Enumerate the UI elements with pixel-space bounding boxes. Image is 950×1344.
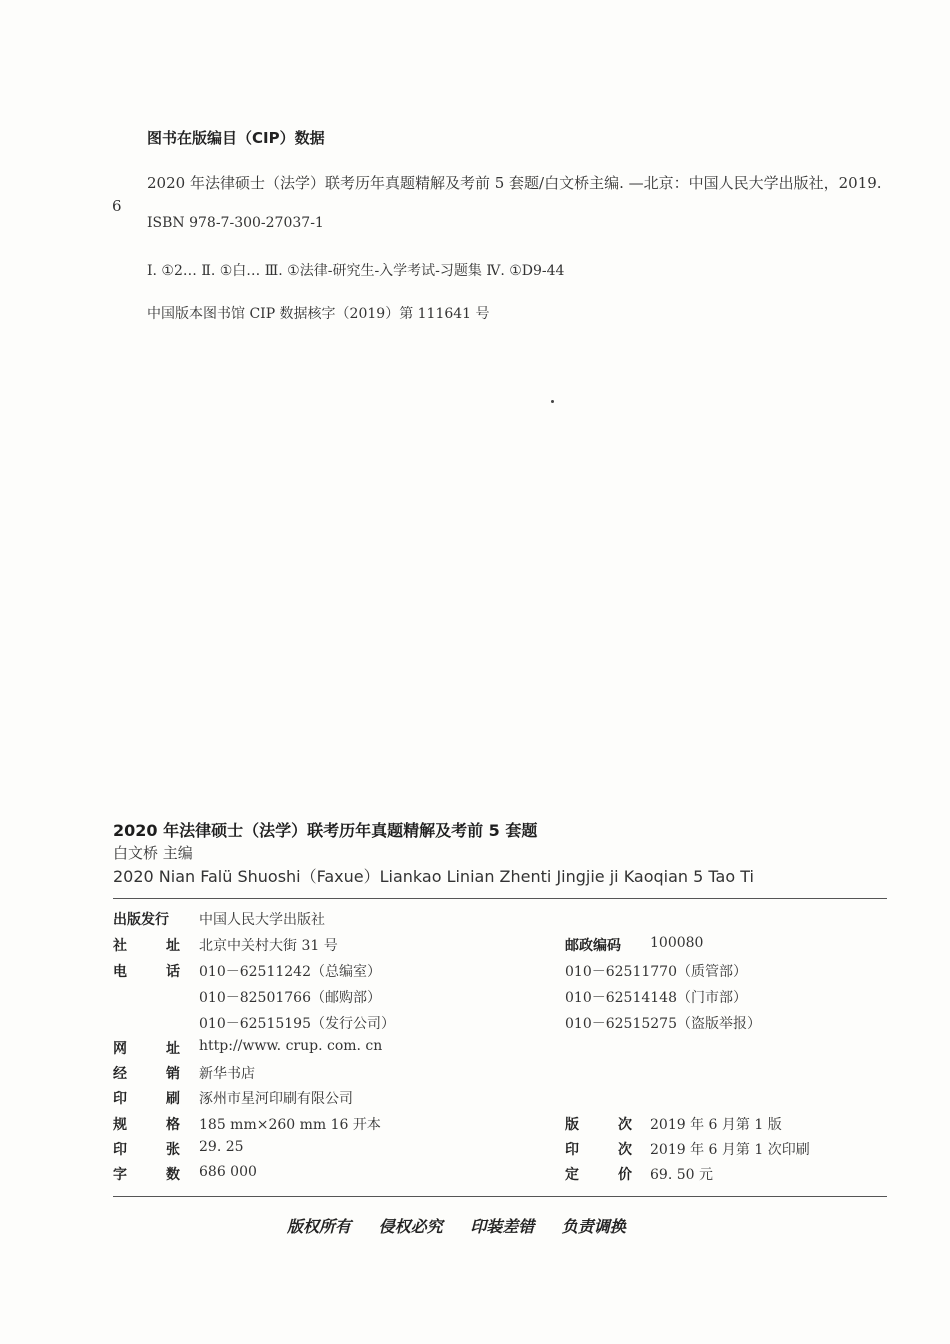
phone-left-3: 010－62515195（发行公司） (199, 1016, 395, 1032)
postcode-value: 100080 (650, 935, 704, 951)
slogan-part-2: 侵权必究 (378, 1217, 443, 1236)
speck-dot (551, 400, 554, 403)
cip-classification: Ⅰ. ①2… Ⅱ. ①白… Ⅲ. ①法律-研究生-入学考试-习题集 Ⅳ. ①D9-44 (147, 263, 565, 279)
website-label-char-2: 址 (166, 1041, 180, 1057)
imprint-row-words (113, 1164, 887, 1188)
printer-label-char-1: 印 (113, 1091, 127, 1107)
edition-value: 2019 年 6 月第 1 版 (650, 1117, 782, 1133)
website-label-char-1: 网 (113, 1041, 127, 1057)
distributor-value: 新华书店 (199, 1066, 255, 1082)
slogan-part-1: 版权所有 (287, 1217, 352, 1236)
imprint-row-address (113, 935, 887, 959)
imprint-row-sheets (113, 1139, 887, 1163)
phone-left-1: 010－62511242（总编室） (199, 964, 381, 980)
book-title: 2020 年法律硕士（法学）联考历年真题精解及考前 5 套题 (113, 821, 538, 840)
cip-heading: 图书在版编目（CIP）数据 (147, 129, 325, 147)
sheets-label-char-1: 印 (113, 1142, 127, 1158)
phone-label-char-2: 话 (166, 964, 180, 980)
printing-value: 2019 年 6 月第 1 次印刷 (650, 1142, 810, 1158)
bottom-divider (113, 1196, 887, 1197)
printing-label-char-2: 次 (618, 1142, 632, 1158)
printer-value: 涿州市星河印刷有限公司 (199, 1091, 353, 1107)
words-label-char-2: 数 (166, 1167, 180, 1183)
phone-left-2: 010－82501766（邮购部） (199, 990, 381, 1006)
phone-right-1: 010－62511770（质管部） (565, 964, 747, 980)
words-value: 686 000 (199, 1164, 257, 1180)
imprint-row-printer (113, 1088, 887, 1112)
imprint-row-website (113, 1038, 887, 1062)
copyright-slogan (287, 1214, 648, 1237)
publisher-value: 中国人民大学出版社 (199, 912, 325, 928)
price-label-char-1: 定 (565, 1167, 579, 1183)
price-value: 69. 50 元 (650, 1167, 713, 1183)
imprint-row-phone-2 (113, 987, 887, 1011)
distributor-label-char-2: 销 (166, 1066, 180, 1082)
website-value: http://www. crup. com. cn (199, 1038, 383, 1054)
cip-isbn: ISBN 978-7-300-27037-1 (147, 215, 324, 231)
printing-label-char-1: 印 (565, 1142, 579, 1158)
edition-label-char-2: 次 (618, 1117, 632, 1133)
address-label-char-1: 社 (113, 938, 127, 954)
publisher-label: 出版发行 (113, 912, 169, 928)
format-label-char-1: 规 (113, 1117, 127, 1133)
distributor-label-char-1: 经 (113, 1066, 127, 1082)
imprint-row-format (113, 1114, 887, 1138)
imprint-row-phone-3 (113, 1013, 887, 1037)
address-label-char-2: 址 (166, 938, 180, 954)
edition-label-char-1: 版 (565, 1117, 579, 1133)
format-label-char-2: 格 (166, 1117, 180, 1133)
sheets-value: 29. 25 (199, 1139, 244, 1155)
slogan-part-4: 负责调换 (561, 1217, 626, 1236)
imprint-row-publisher (113, 909, 887, 933)
imprint-row-distributor (113, 1063, 887, 1087)
book-pinyin-title: 2020 Nian Falü Shuoshi（Faxue）Liankao Linian Zhenti Jingjie ji Kaoqian 5 Tao Ti (113, 867, 754, 886)
phone-label-char-1: 电 (113, 964, 127, 980)
slogan-part-3: 印装差错 (470, 1217, 535, 1236)
top-divider (113, 898, 887, 899)
cip-record-note: 中国版本图书馆 CIP 数据核字（2019）第 111641 号 (147, 306, 490, 322)
imprint-row-phone-1 (113, 961, 887, 985)
format-value: 185 mm×260 mm 16 开本 (199, 1117, 381, 1133)
words-label-char-1: 字 (113, 1167, 127, 1183)
postcode-label: 邮政编码 (565, 938, 621, 954)
printer-label-char-2: 刷 (166, 1091, 180, 1107)
sheets-label-char-2: 张 (166, 1142, 180, 1158)
phone-right-3: 010－62515275（盗版举报） (565, 1016, 761, 1032)
book-editor: 白文桥 主编 (113, 844, 193, 862)
price-label-char-2: 价 (618, 1167, 632, 1183)
phone-right-2: 010－62514148（门市部） (565, 990, 747, 1006)
cip-description: 2020 年法律硕士（法学）联考历年真题精解及考前 5 套题/白文桥主编. —北京：中国人民大学出版社，2019. 6 (112, 174, 882, 215)
address-value: 北京中关村大街 31 号 (199, 938, 338, 954)
